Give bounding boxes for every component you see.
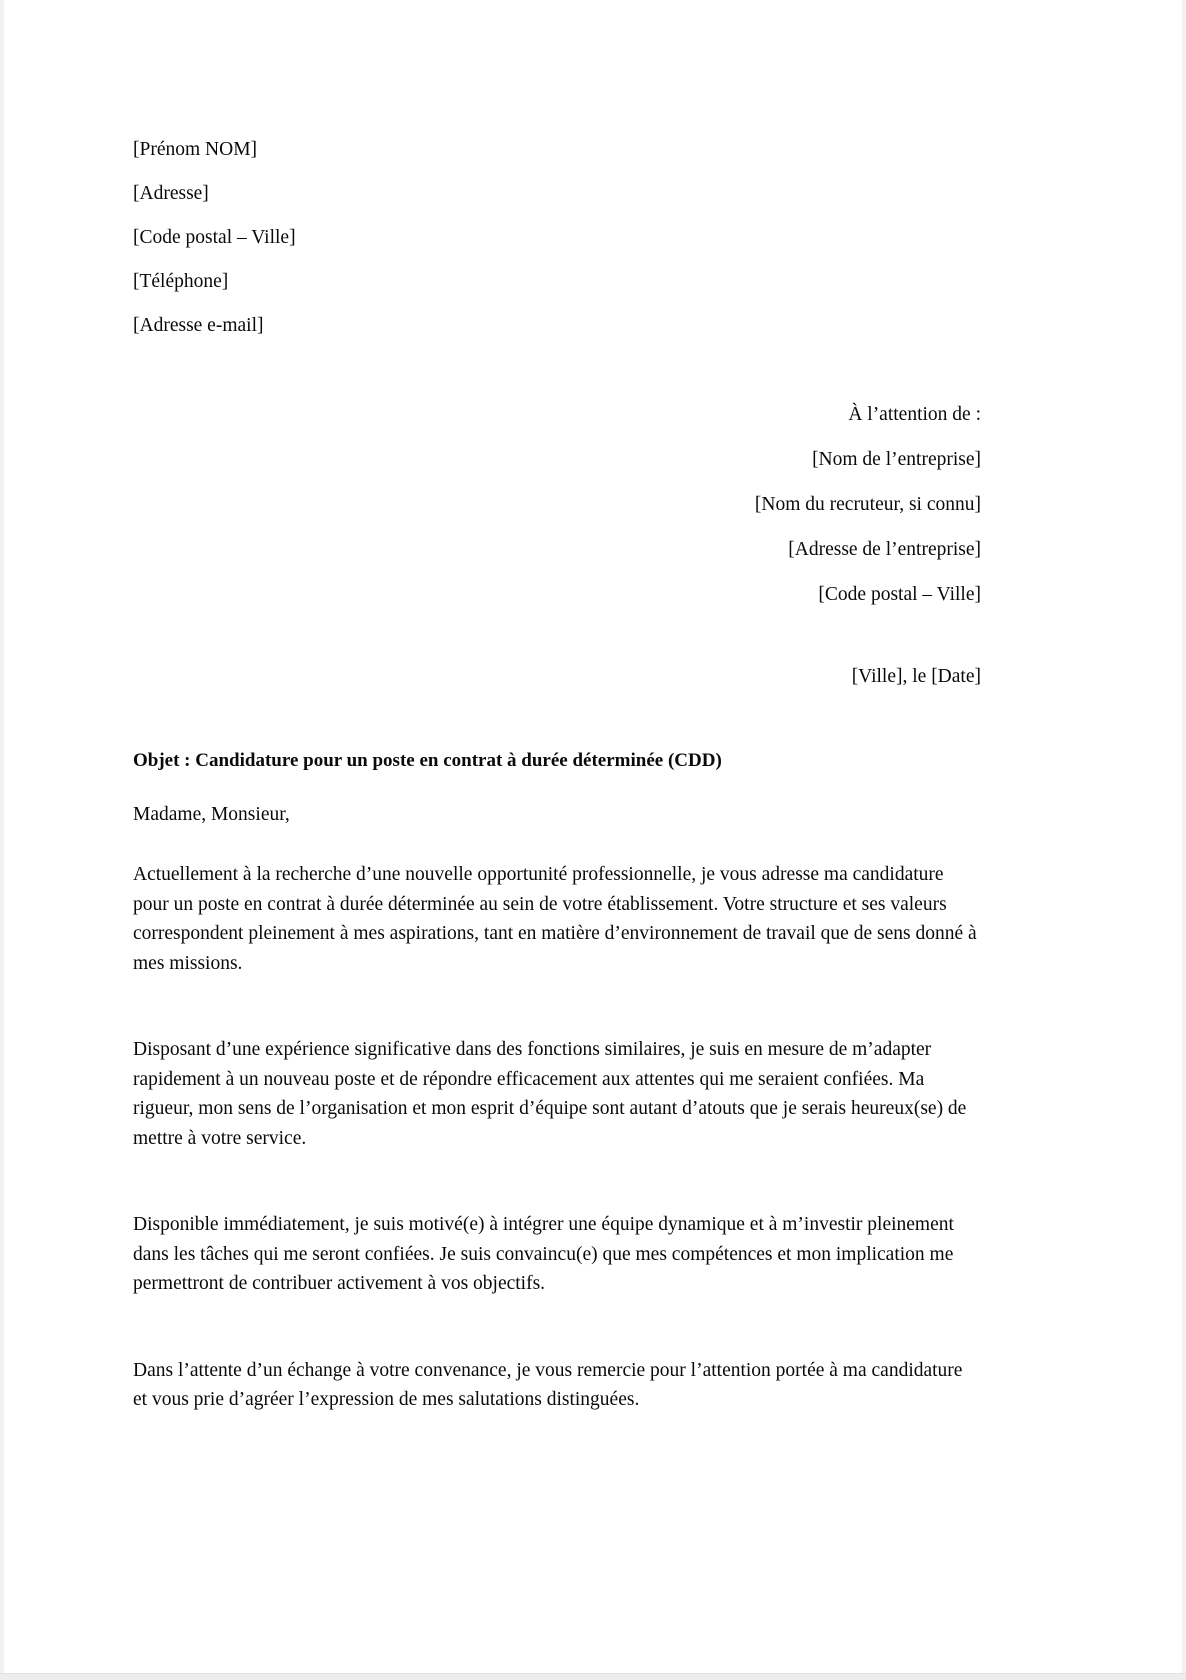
page-edge-right [1182, 0, 1186, 1680]
sender-address-block [133, 128, 981, 348]
page-content [133, 0, 981, 1680]
place-and-date-block [133, 663, 981, 691]
sender-line-city: [Code postal – Ville] [133, 227, 296, 248]
recipient-address-block [133, 392, 981, 617]
subject-line: Objet : Candidature pour un poste en contrat à durée déterminée (CDD) [133, 750, 722, 771]
sender-line-phone: [Téléphone] [133, 271, 229, 292]
place-and-date: [Ville], le [Date] [851, 666, 981, 687]
recipient-line-company: [Nom de l’entreprise] [812, 449, 981, 470]
body-paragraph-3: Disponible immédiatement, je suis motivé(e) à intégrer une équipe dynamique et à m’investir pleinement dans les tâches qui me seront confiées. Je suis convaincu(e) que mes compétences et mon implication me permettront de contribuer activement à vos objectifs. [133, 1214, 954, 1294]
recipient-line-city: [Code postal – Ville] [818, 584, 981, 605]
sender-line-email: [Adresse e-mail] [133, 315, 264, 336]
recipient-line-attention: À l’attention de : [848, 404, 981, 425]
body-paragraph-2: Disposant d’une expérience significative dans des fonctions similaires, je suis en mesure de m’adapter rapidement à un nouveau poste et de répondre efficacement aux attentes qui me seraient confiées. Ma rigueur, mon sens de l’organisation et mon esprit d’équipe sont autant d’atouts que je serais heureux(se) de mettre à votre service. [133, 1039, 967, 1149]
sender-line-address: [Adresse] [133, 183, 209, 204]
sender-line-name: [Prénom NOM] [133, 139, 258, 160]
body-paragraph-4: Dans l’attente d’un échange à votre convenance, je vous remercie pour l’attention portée à ma candidature et vous prie d’agréer l’expression de mes salutations distinguées. [133, 1359, 963, 1410]
letter-body [133, 748, 981, 1415]
recipient-line-company-address: [Adresse de l’entreprise] [788, 539, 981, 560]
body-paragraph-1: Actuellement à la recherche d’une nouvelle opportunité professionnelle, je vous adresse ma candidature pour un poste en contrat à durée déterminée au sein de votre établissement. Votre structure et ses valeurs correspondent pleinement à mes aspirations, tant en matière d’environnement de travail que de sens donné à mes missions. [133, 864, 977, 974]
recipient-line-recruiter: [Nom du recruteur, si connu] [754, 494, 981, 515]
salutation: Madame, Monsieur, [133, 804, 290, 825]
page-edge-left [0, 0, 4, 1680]
